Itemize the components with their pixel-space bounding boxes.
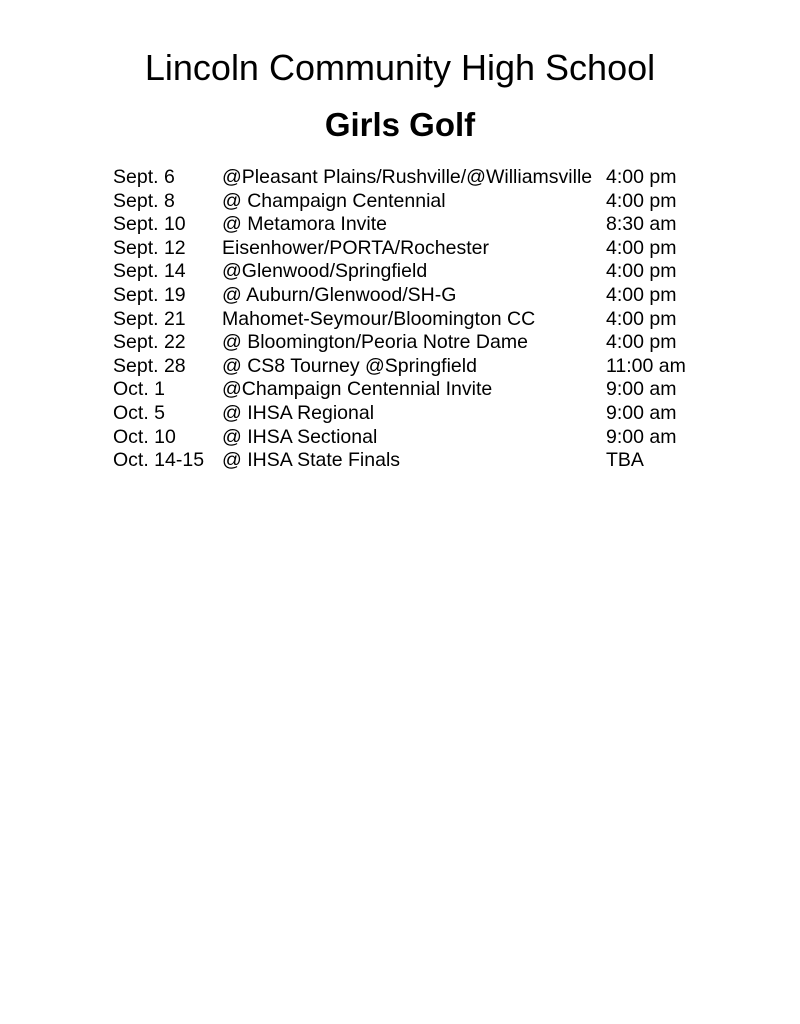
event-name: Eisenhower/PORTA/Rochester <box>222 236 489 259</box>
event-name: @ Champaign Centennial <box>222 189 446 212</box>
event-time: 9:00 am <box>606 401 677 424</box>
event-date: Sept. 10 <box>113 213 186 236</box>
event-name: @Pleasant Plains/Rushville/@Williamsville <box>222 166 593 188</box>
page-subtitle: Girls Golf <box>324 106 476 143</box>
event-date: Sept. 14 <box>113 260 186 283</box>
event-date: Sept. 6 <box>113 166 175 188</box>
event-date: Sept. 22 <box>113 331 186 354</box>
event-time: 9:00 am <box>606 378 677 401</box>
event-time: 4:00 pm <box>606 166 677 188</box>
schedule-table <box>113 166 733 473</box>
event-name: @ IHSA State Finals <box>222 449 401 472</box>
schedule-row <box>113 284 733 308</box>
schedule-row <box>113 355 733 379</box>
event-name: @Glenwood/Springfield <box>222 260 428 283</box>
event-time: 4:00 pm <box>606 307 677 330</box>
schedule-row <box>113 331 733 355</box>
event-time: 8:30 am <box>606 213 677 236</box>
event-date: Sept. 19 <box>113 283 186 306</box>
schedule-row <box>113 166 733 190</box>
schedule-row <box>113 237 733 261</box>
schedule-row <box>113 426 733 450</box>
event-name: @ IHSA Regional <box>222 401 375 424</box>
event-date: Oct. 10 <box>113 425 176 448</box>
schedule-row <box>113 308 733 332</box>
event-name: @ CS8 Tourney @Springfield <box>222 354 477 377</box>
page-title: Lincoln Community High School <box>144 47 656 88</box>
event-name: @ Bloomington/Peoria Notre Dame <box>222 331 528 354</box>
event-name: @ Auburn/Glenwood/SH-G <box>222 283 457 306</box>
event-date: Oct. 14-15 <box>113 449 205 472</box>
schedule-row <box>113 402 733 426</box>
schedule-row <box>113 260 733 284</box>
event-time: TBA <box>606 449 644 472</box>
event-time: 11:00 am <box>606 354 686 377</box>
event-time: 9:00 am <box>606 425 677 448</box>
event-date: Oct. 5 <box>113 401 166 424</box>
event-date: Sept. 8 <box>113 189 175 212</box>
event-date: Sept. 12 <box>113 236 186 259</box>
event-name: @Champaign Centennial Invite <box>222 378 493 401</box>
event-time: 4:00 pm <box>606 283 677 306</box>
schedule-row <box>113 378 733 402</box>
schedule-row <box>113 213 733 237</box>
event-date: Sept. 28 <box>113 354 186 377</box>
event-time: 4:00 pm <box>606 236 677 259</box>
event-name: @ IHSA Sectional <box>222 425 378 448</box>
event-name: @ Metamora Invite <box>222 213 388 236</box>
event-name: Mahomet-Seymour/Bloomington CC <box>222 307 536 330</box>
event-date: Sept. 21 <box>113 307 186 330</box>
schedule-row <box>113 449 733 473</box>
event-date: Oct. 1 <box>113 378 166 401</box>
event-time: 4:00 pm <box>606 260 677 283</box>
event-time: 4:00 pm <box>606 189 677 212</box>
schedule-row <box>113 190 733 214</box>
event-time: 4:00 pm <box>606 331 677 354</box>
